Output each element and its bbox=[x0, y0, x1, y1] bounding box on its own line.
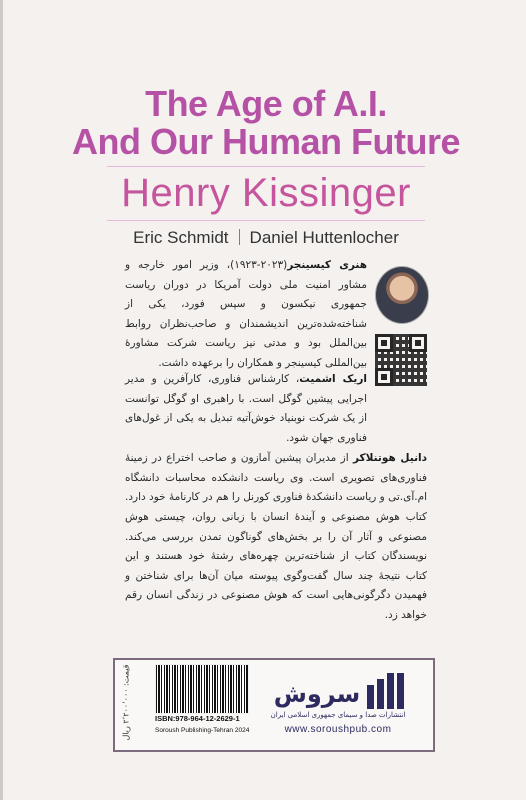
coauthor-schmidt: Eric Schmidt bbox=[133, 228, 229, 247]
bio-text: از مدیران پیشین آمازون و صاحب اختراع در زمینهٔ فناوری‌های تصویری است. وی ریاست دانشکده محاسبات دانشگاه ام.آی.تی و ریاست دانشکدهٔ فناوری کورنل را هم در کارنامهٔ خود دارد. bbox=[125, 452, 427, 503]
bio-text: (۲۰۲۳-۱۹۲۳)، وزیر امور خارجه و مشاور امنیت ملی دولت آمریکا در دوران ریاست جمهوری نیکسون و سپس فورد، یکی از شناخته‌شده‌ترین اندیشمندان و صاحب‌نظران روابط بین‌الملل بود و مدتی نیز ریاست شرکت مشاورهٔ بین‌المللی کیسینجر و همکاران را برعهده داشت. bbox=[125, 259, 367, 369]
isbn-text: ISBN:978-964-12-2629-1 bbox=[155, 714, 240, 723]
bio-schmidt bbox=[125, 370, 367, 448]
book-summary: کتاب هوش مصنوعی و آیندهٔ انسان با زبانی روان، چیستی هوش مصنوعی و آثار آن را بر بخش‌های گوناگون تمدن بررسی می‌کند. نویسندگان کتاب از شناخته‌ترین چهره‌های رشتهٔ خود هستند و این کتاب نتیجهٔ چند سال گفت‌وگوی پیوسته میان آن‌ها برای شناختن و فهمیدن دگرگونی‌هایی است که هوش مصنوعی در زندگی انسان رقم خواهد زد. bbox=[125, 511, 427, 621]
barcode-icon bbox=[155, 664, 249, 714]
publisher-line: Soroush Publishing-Tehran 2024 bbox=[155, 727, 250, 734]
qr-finder bbox=[375, 334, 393, 352]
coauthor-separator bbox=[239, 229, 240, 245]
title-line-1: The Age of A.I. bbox=[145, 83, 387, 124]
publisher-logo-name: سروش bbox=[273, 680, 361, 708]
bio-kissinger bbox=[125, 256, 367, 373]
publisher-subtitle: انتشارات صدا و سیمای جمهوری اسلامی ایران bbox=[270, 711, 406, 719]
coauthor-huttenlocher: Daniel Huttenlocher bbox=[249, 228, 399, 247]
price-label bbox=[117, 660, 133, 750]
bio-text: ، کارشناس فناوری، کارآفرین و مدیر اجرایی پیشین گوگل است. با راهبری او گوگل توانست از یک شرکت نوبنیاد خوش‌آتیه تبدیل به یکی از غول‌های فناوری جهان شود. bbox=[125, 373, 367, 444]
qr-code-icon bbox=[375, 334, 427, 386]
bio-huttenlocher bbox=[125, 449, 427, 508]
title-line-2: And Our Human Future bbox=[72, 121, 460, 162]
main-author: Henry Kissinger bbox=[121, 171, 411, 215]
bio-name: هنری کیسینجر bbox=[287, 259, 367, 271]
publisher-url: www.soroushpub.com bbox=[284, 724, 392, 735]
bio-name: اریک اشمیت bbox=[299, 373, 367, 385]
author-photo bbox=[375, 266, 429, 324]
title-divider bbox=[107, 166, 425, 167]
qr-finder bbox=[375, 368, 393, 386]
author-divider bbox=[107, 220, 425, 221]
coauthors bbox=[3, 226, 526, 250]
qr-finder bbox=[409, 334, 427, 352]
bio-name: دانیل هوتنلاکر bbox=[353, 452, 427, 464]
price-text: قیمت: ۲٬۲۰۰٬۰۰۰ ریال bbox=[121, 664, 131, 741]
publisher-logo-icon bbox=[367, 673, 411, 709]
